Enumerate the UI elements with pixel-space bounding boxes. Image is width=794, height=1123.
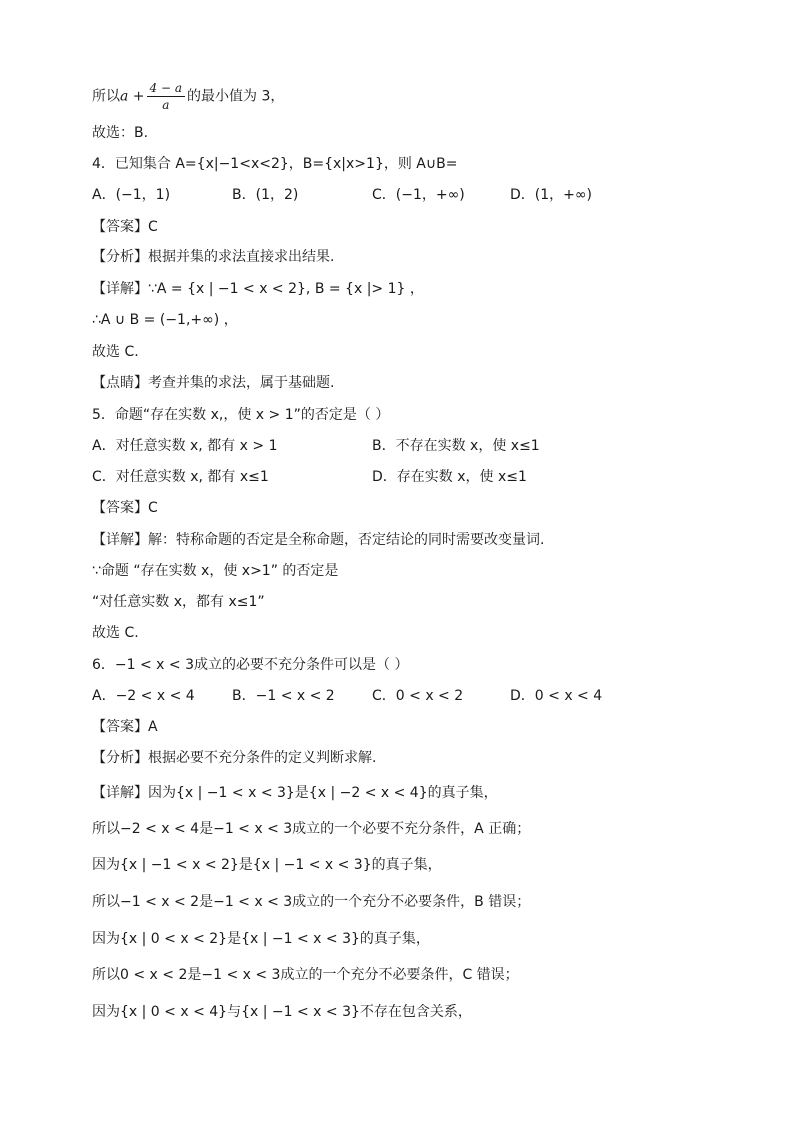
q4-option-b: B．(1，2) (232, 187, 299, 203)
q6-option-b: B．−1 < x < 2 (232, 688, 335, 704)
q5-stem: 5．命题“存在实数 x,，使 x > 1”的否定是（ ） (92, 407, 390, 423)
q4-comment: 【点睛】考查并集的求法，属于基础题. (92, 375, 335, 391)
q6-detail-2: 所以−2 < x < 4是−1 < x < 3成立的一个必要不充分条件，A 正确； (92, 821, 531, 837)
math-term: a + (120, 88, 145, 105)
q6-option-c: C．0 < x < 2 (372, 688, 464, 704)
fraction (147, 82, 185, 111)
q4-analysis: 【分析】根据并集的求法直接求出结果. (92, 249, 335, 265)
conclusion-line (92, 82, 284, 111)
fraction-denominator: a (162, 98, 170, 112)
q5-option-c: C．对任意实数 x, 都有 x≤1 (92, 469, 269, 485)
q4-stem: 4．已知集合 A={x|−1<x<2}，B={x|x>1}，则 A∪B= (92, 156, 458, 172)
q6-detail-6: 所以0 < x < 2是−1 < x < 3成立的一个充分不必要条件，C 错误； (92, 967, 519, 983)
q5-detail-1: 【详解】解：特称命题的否定是全称命题，否定结论的同时需要改变量词. (92, 532, 545, 548)
q6-answer: 【答案】A (92, 719, 158, 735)
q6-detail-5: 因为{x | 0 < x < 2}是{x | −1 < x < 3}的真子集， (92, 931, 430, 947)
q5-option-a: A．对任意实数 x, 都有 x > 1 (92, 438, 278, 454)
q4-choose: 故选 C. (92, 344, 139, 360)
q5-detail-2: ∵命题 “存在实数 x，使 x>1” 的否定是 (92, 563, 339, 579)
q5-option-d: D．存在实数 x，使 x≤1 (372, 469, 527, 485)
q4-option-c: C．(−1，+∞) (372, 187, 465, 203)
text-suffix: 的最小值为 3， (187, 88, 285, 105)
q6-detail-4: 所以−1 < x < 2是−1 < x < 3成立的一个充分不必要条件，B 错误； (92, 894, 531, 910)
q5-answer: 【答案】C (92, 500, 158, 516)
q4-detail-1: 【详解】∵A = {x | −1 < x < 2}, B = {x |> 1} ， (92, 281, 424, 297)
q4-answer: 【答案】C (92, 219, 158, 235)
q5-choose: 故选 C. (92, 625, 139, 641)
q6-stem: 6．−1 < x < 3成立的必要不充分条件可以是（ ） (92, 657, 409, 673)
q6-option-a: A．−2 < x < 4 (92, 688, 195, 704)
q6-detail-1: 【详解】因为{x | −1 < x < 3}是{x | −2 < x < 4}的真子集， (92, 785, 498, 801)
q6-option-d: D．0 < x < 4 (510, 688, 603, 704)
q4-option-a: A．(−1，1) (92, 187, 171, 203)
choose-line: 故选：B. (92, 125, 149, 141)
q6-analysis: 【分析】根据必要不充分条件的定义判断求解. (92, 750, 377, 766)
q5-detail-3: “对任意实数 x，都有 x≤1” (92, 594, 265, 610)
q4-option-d: D．(1，+∞) (510, 187, 593, 203)
fraction-numerator: 4 − a (147, 82, 185, 97)
q4-detail-2: ∴A ∪ B = (−1,+∞) ， (92, 312, 238, 328)
text-prefix: 所以 (92, 88, 120, 105)
q6-detail-7: 因为{x | 0 < x < 4}与{x | −1 < x < 3}不存在包含关系， (92, 1004, 472, 1020)
q5-option-b: B．不存在实数 x，使 x≤1 (372, 438, 540, 454)
q6-detail-3: 因为{x | −1 < x < 2}是{x | −1 < x < 3}的真子集， (92, 857, 442, 873)
